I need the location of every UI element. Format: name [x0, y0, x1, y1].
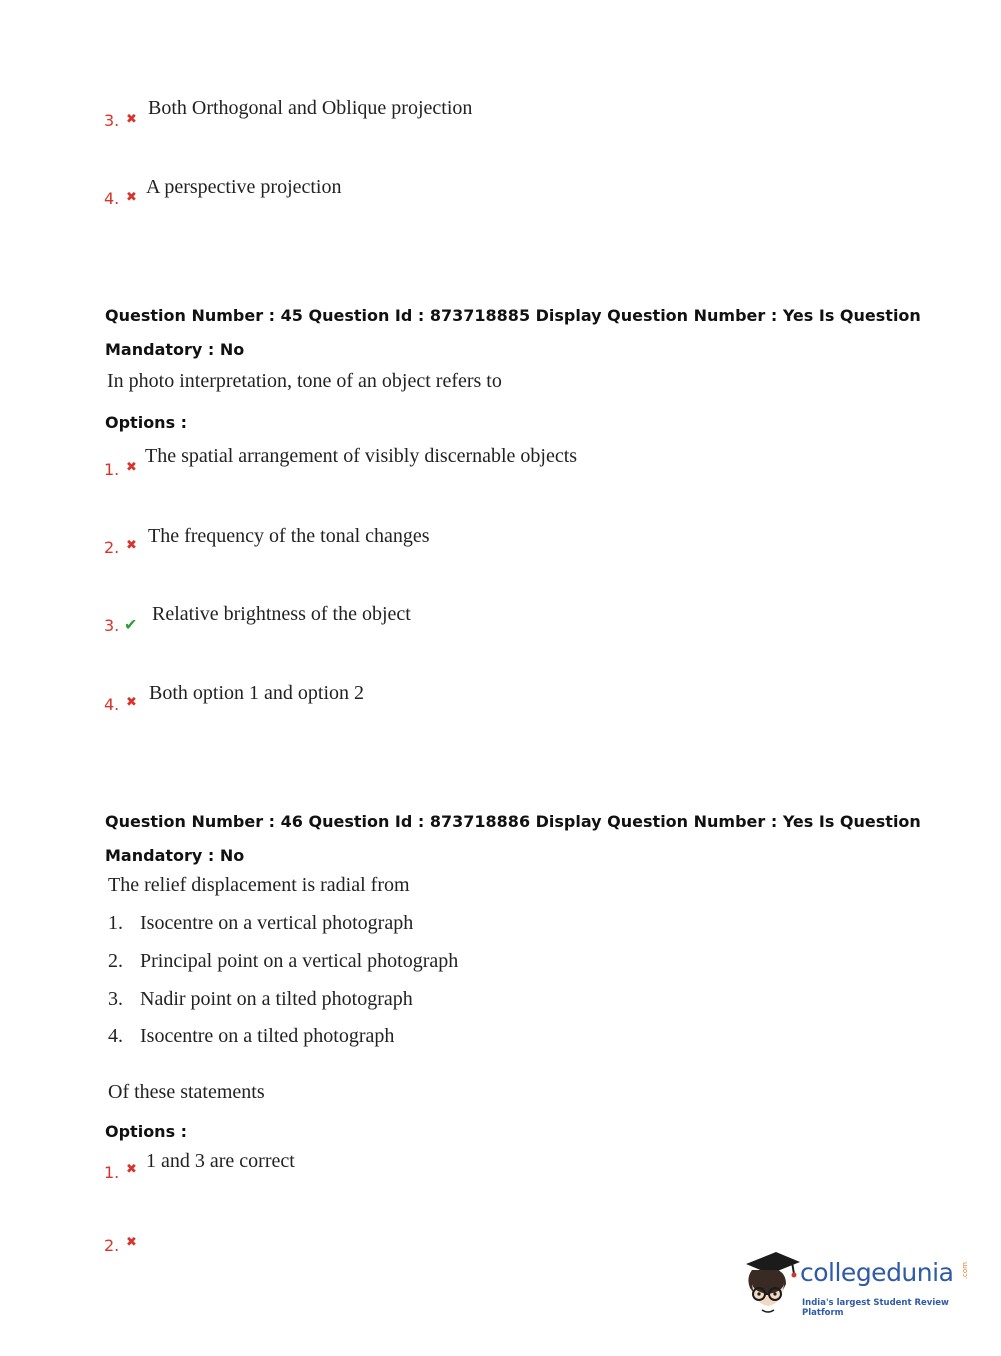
option-number: 4. [104, 695, 120, 714]
correct-check-icon: ✔ [124, 615, 138, 634]
option-number: 1. [104, 1163, 120, 1182]
statement-text: Isocentre on a tilted photograph [140, 1025, 395, 1047]
question-header: Question Number : 45 Question Id : 873718885 Display Question Number : Yes Is Question [105, 306, 921, 325]
statement-footer: Of these statements [108, 1081, 265, 1103]
option-number: 2. [104, 538, 120, 557]
question-text: The relief displacement is radial from [108, 874, 410, 896]
option-text: The frequency of the tonal changes [148, 525, 430, 547]
logo-tagline: India's largest Student Review Platform [802, 1298, 949, 1318]
statement-number: 1. [108, 912, 123, 934]
option-number: 3. [104, 616, 120, 635]
logo-wordmark: collegedunia [800, 1258, 954, 1287]
wrong-mark-icon: ✖ [126, 1162, 137, 1177]
mascot-icon [742, 1248, 802, 1318]
option-number: 3. [104, 111, 120, 130]
statement-number: 4. [108, 1025, 123, 1047]
collegedunia-logo[interactable] [742, 1248, 972, 1318]
option-text: Both option 1 and option 2 [149, 682, 364, 704]
option-text: The spatial arrangement of visibly discernable objects [145, 445, 578, 467]
option-text: A perspective projection [146, 176, 342, 198]
wrong-mark-icon: ✖ [126, 460, 137, 475]
question-header: Question Number : 46 Question Id : 873718886 Display Question Number : Yes Is Question [105, 812, 921, 831]
question-mandatory: Mandatory : No [105, 846, 245, 865]
options-label: Options : [105, 413, 188, 432]
statement-text: Isocentre on a vertical photograph [140, 912, 414, 934]
statement-text: Nadir point on a tilted photograph [140, 988, 413, 1010]
question-text: In photo interpretation, tone of an object refers to [107, 370, 502, 392]
wrong-mark-icon: ✖ [126, 695, 137, 710]
options-label: Options : [105, 1122, 188, 1141]
statement-number: 3. [108, 988, 123, 1010]
option-text: 1 and 3 are correct [146, 1150, 295, 1172]
statement-number: 2. [108, 950, 123, 972]
wrong-mark-icon: ✖ [126, 538, 137, 553]
wrong-mark-icon: ✖ [126, 1235, 137, 1250]
wrong-mark-icon: ✖ [126, 190, 137, 205]
statement-text: Principal point on a vertical photograph [140, 950, 459, 972]
option-number: 2. [104, 1236, 120, 1255]
logo-dotcom: .com [961, 1262, 969, 1280]
option-text: Relative brightness of the object [152, 603, 411, 625]
option-text: Both Orthogonal and Oblique projection [148, 97, 473, 119]
wrong-mark-icon: ✖ [126, 112, 137, 127]
option-number: 1. [104, 460, 120, 479]
question-mandatory: Mandatory : No [105, 340, 245, 359]
option-number: 4. [104, 189, 120, 208]
